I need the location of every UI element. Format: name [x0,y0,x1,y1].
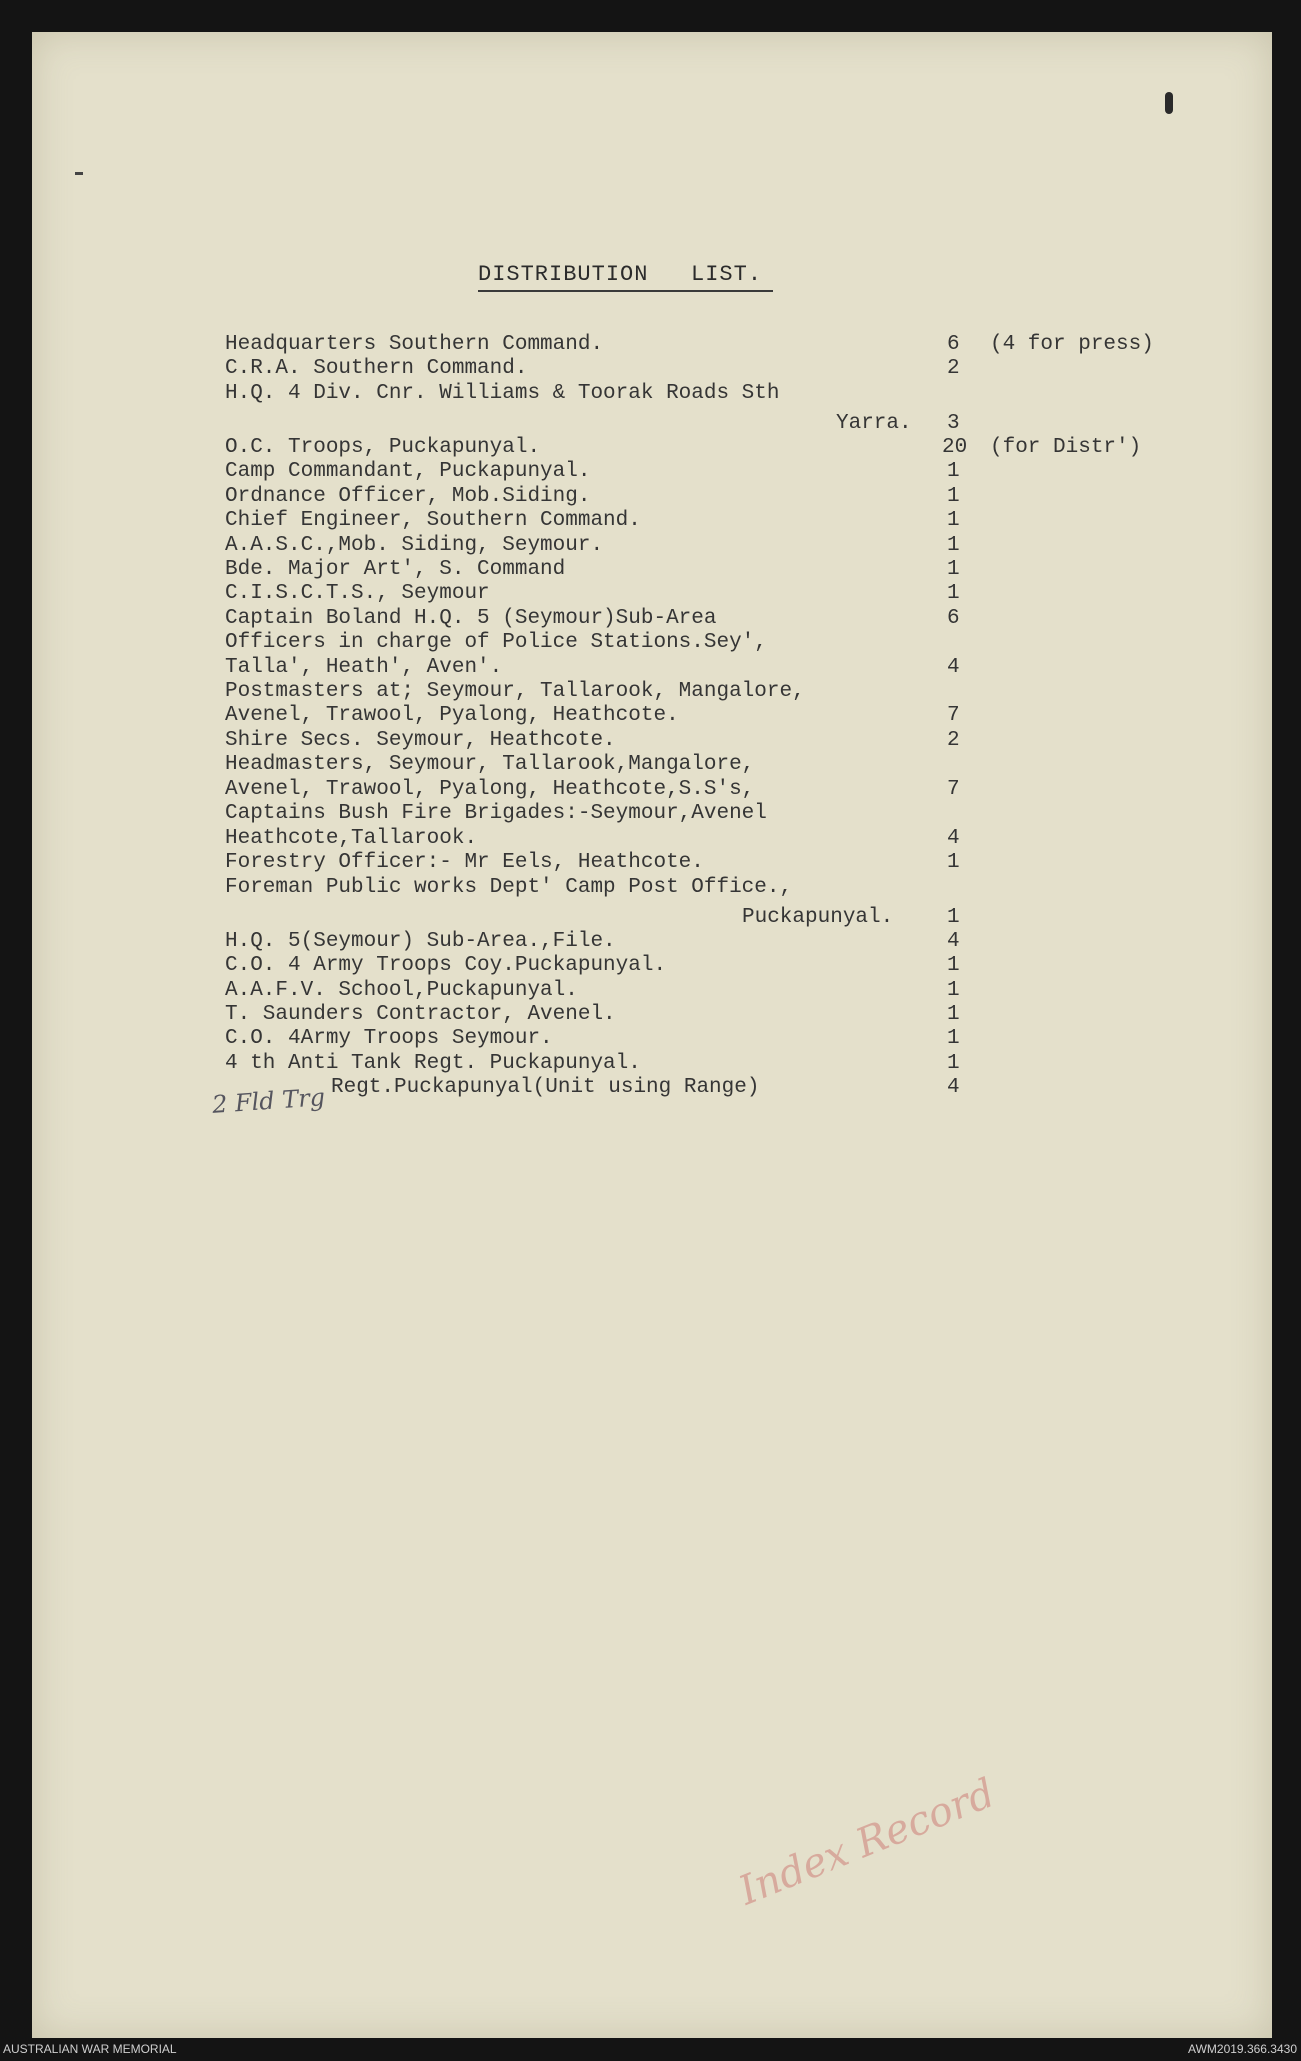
copies-count: 4 [947,827,960,850]
copies-count: 6 [947,333,960,356]
footer-bar [0,2038,1301,2061]
recipient-label: Heathcote,Tallarook. [225,827,478,850]
copies-count: 1 [947,509,960,532]
list-item [0,581,1301,607]
footer-catalog-id: AWM2019.366.3430 [1188,2042,1297,2056]
list-item [0,381,1301,407]
recipient-label: C.I.S.C.T.S., Seymour [225,582,490,605]
copies-count: 1 [947,1003,960,1026]
copies-count: 1 [947,1052,960,1075]
page-title: DISTRIBUTION LIST. [478,262,763,287]
list-item [0,557,1301,583]
list-item [0,508,1301,534]
recipient-label: Foreman Public works Dept' Camp Post Office., [225,876,793,899]
recipient-label: O.C. Troops, Puckapunyal. [225,436,541,459]
recipient-label: 4 th Anti Tank Regt. Puckapunyal. [225,1052,641,1075]
recipient-label: Forestry Officer:- Mr Eels, Heathcote. [225,851,704,874]
recipient-label: T. Saunders Contractor, Avenel. [225,1003,616,1026]
list-item [0,533,1301,559]
recipient-label: C.R.A. Southern Command. [225,357,528,380]
list-item [0,929,1301,955]
recipient-label: Talla', Heath', Aven'. [225,656,503,679]
recipient-label: Avenel, Trawool, Pyalong, Heathcote. [225,704,679,727]
copies-count: 7 [947,778,960,801]
copies-count: 2 [947,729,960,752]
list-item [0,752,1301,778]
recipient-label: Captain Boland H.Q. 5 (Seymour)Sub-Area [225,607,717,630]
copies-count: 4 [947,656,960,679]
copies-count: 2 [947,357,960,380]
copies-count: 6 [947,607,960,630]
list-item [0,630,1301,656]
list-item [0,1075,1301,1101]
copies-count: 7 [947,704,960,727]
recipient-label: Camp Commandant, Puckapunyal. [225,460,591,483]
recipient-label: Shire Secs. Seymour, Heathcote. [225,729,616,752]
list-item [0,435,1301,461]
copies-count: 1 [947,954,960,977]
list-item [0,978,1301,1004]
copies-count: 1 [947,851,960,874]
recipient-label: Puckapunyal. [742,906,894,929]
list-item [0,953,1301,979]
recipient-label: C.O. 4 Army Troops Coy.Puckapunyal. [225,954,667,977]
copies-count: 4 [947,930,960,953]
recipient-label: Captains Bush Fire Brigades:-Seymour,Avenel [225,802,767,825]
recipient-label: H.Q. 4 Div. Cnr. Williams & Toorak Roads Sth [225,382,780,405]
list-item [0,905,1301,931]
recipient-label: H.Q. 5(Seymour) Sub-Area.,File. [225,930,616,953]
recipient-label: Regt.Puckapunyal(Unit using Range) [331,1076,760,1099]
recipient-label: A.A.F.V. School,Puckapunyal. [225,979,578,1002]
list-item [0,801,1301,827]
handwritten-annotation: 2 Fld Trg [211,1083,326,1119]
footer-institution: AUSTRALIAN WAR MEMORIAL [3,2042,177,2056]
recipient-label: Headquarters Southern Command. [225,333,604,356]
list-item [0,728,1301,754]
list-item [0,356,1301,382]
recipient-label: Headmasters, Seymour, Tallarook,Mangalore, [225,753,755,776]
recipient-label: Postmasters at; Seymour, Tallarook, Mangalore, [225,680,805,703]
list-item [0,875,1301,901]
list-item [0,1051,1301,1077]
recipient-label: Chief Engineer, Southern Command. [225,509,641,532]
recipient-label: Bde. Major Art', S. Command [225,558,566,581]
list-item [0,679,1301,705]
copies-count: 1 [947,534,960,557]
copies-note: (4 for press) [990,333,1154,356]
list-item [0,484,1301,510]
copies-count: 1 [947,979,960,1002]
recipient-label: C.O. 4Army Troops Seymour. [225,1027,553,1050]
copies-count: 3 [947,412,960,435]
list-item [0,850,1301,876]
list-item [0,777,1301,803]
stamp-text: Index Record [732,1770,1002,1915]
recipient-label: Avenel, Trawool, Pyalong, Heathcote,S.S's, [225,778,755,801]
copies-count: 1 [947,485,960,508]
copies-count: 1 [947,1027,960,1050]
list-item [0,1002,1301,1028]
list-item [0,655,1301,681]
recipient-label: Ordnance Officer, Mob.Siding. [225,485,591,508]
list-item [0,606,1301,632]
copies-count: 1 [947,558,960,581]
list-item [0,1026,1301,1052]
copies-note: (for Distr') [990,436,1142,459]
list-item [0,411,1301,437]
copies-count: 1 [947,460,960,483]
copies-count: 1 [947,582,960,605]
recipient-label: A.A.S.C.,Mob. Siding, Seymour. [225,534,604,557]
list-item [0,826,1301,852]
copies-count: 4 [947,1076,960,1099]
copies-count: 20 [942,436,968,459]
list-item [0,332,1301,358]
recipient-label: Yarra. [836,412,912,435]
recipient-label: Officers in charge of Police Stations.Sey', [225,631,767,654]
list-item [0,459,1301,485]
list-item [0,703,1301,729]
copies-count: 1 [947,906,960,929]
